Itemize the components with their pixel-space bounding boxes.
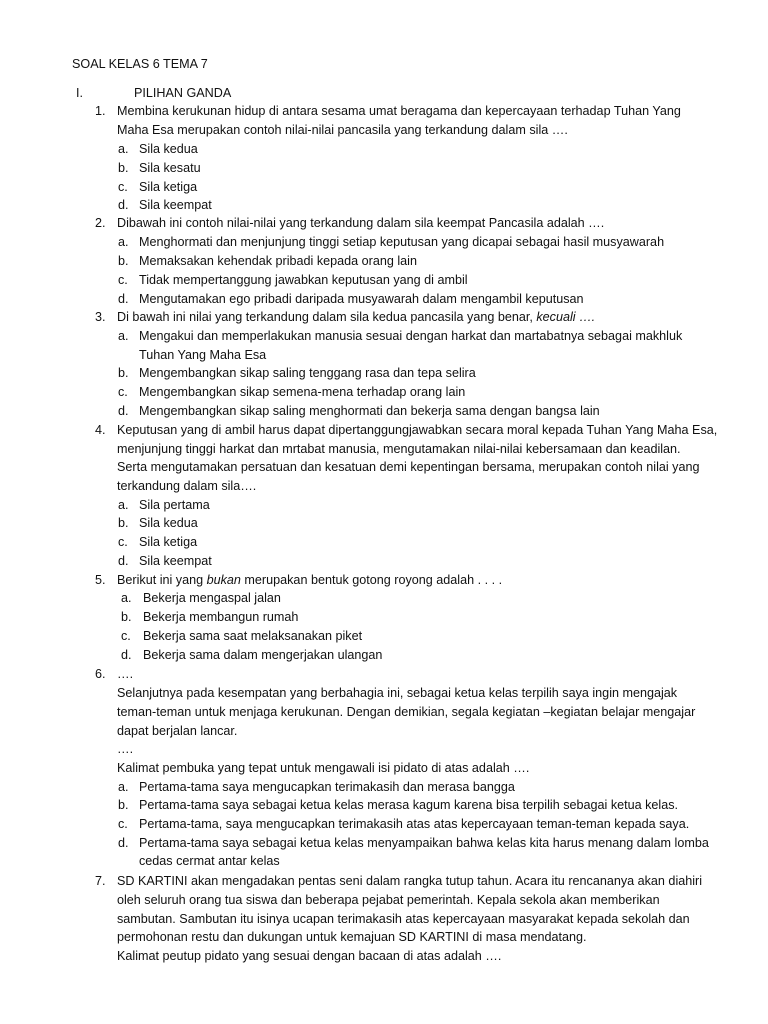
option-letter: b. [121, 610, 132, 624]
option-letter: b. [118, 366, 129, 380]
question-text: sambutan. Sambutan itu isinya ucapan terimakasih atas kepercayaan masyarakat kepada sekolah dan [117, 912, 690, 926]
option-text: Bekerja sama saat melaksanakan piket [143, 629, 363, 643]
option-letter: c. [118, 817, 128, 831]
option-letter: d. [118, 404, 129, 418]
option-letter: c. [118, 385, 128, 399]
question-number: 6. [95, 667, 106, 681]
option-text: Bekerja mengaspal jalan [143, 591, 281, 605]
option-text: Pertama-tama saya sebagai ketua kelas menyampaikan bahwa kelas kita harus menang dalam lomba [139, 836, 709, 850]
option-letter: b. [118, 161, 129, 175]
question-text: oleh seluruh orang tua siswa dan beberapa pejabat pemerintah. Kepala sekola akan memberikan [117, 893, 660, 907]
option-text: Mengutamakan ego pribadi daripada musyawarah dalam mengambil keputusan [139, 292, 584, 306]
option-letter: d. [121, 648, 132, 662]
option-text: Bekerja sama dalam mengerjakan ulangan [143, 648, 383, 662]
option-text: Mengembangkan sikap saling tenggang rasa dan tepa selira [139, 366, 476, 380]
option-letter: a. [118, 142, 129, 156]
option-letter: d. [118, 198, 129, 212]
section-number: I. [76, 86, 83, 100]
question-text: Kalimat pembuka yang tepat untuk mengawali isi pidato di atas adalah …. [117, 761, 530, 775]
option-letter: d. [118, 836, 129, 850]
option-letter: a. [118, 235, 129, 249]
option-text: Sila ketiga [139, 180, 198, 194]
question-text: Membina kerukunan hidup di antara sesama umat beragama dan kepercayaan terhadap Tuhan Yang [117, 104, 681, 118]
option-text: Mengembangkan sikap saling menghormati dan bekerja sama dengan bangsa lain [139, 404, 600, 418]
question-text: SD KARTINI akan mengadakan pentas seni dalam rangka tutup tahun. Acara itu rencananya akan diahiri [117, 874, 703, 888]
question-text [117, 571, 502, 589]
option-text: Sila kedua [139, 516, 198, 530]
question-text: menjunjung tinggi harkat dan mrtabat manusia, mengutamakan nilai-nilai kebersamaan dan keadilan. [117, 442, 681, 456]
question-text: terkandung dalam sila…. [117, 479, 257, 493]
question-text: dapat berjalan lancar. [117, 724, 238, 738]
page-title: SOAL KELAS 6 TEMA 7 [72, 57, 208, 71]
option-text: Sila keempat [139, 554, 212, 568]
question-text-post: merupakan bentuk gotong royong adalah . . . . [240, 573, 503, 587]
question-text: permohonan restu dan dukungan untuk kemajuan SD KARTINI di masa mendatang. [117, 930, 587, 944]
option-text: Sila ketiga [139, 535, 198, 549]
option-letter: c. [118, 273, 128, 287]
option-text: Sila pertama [139, 498, 210, 512]
question-number: 7. [95, 874, 106, 888]
question-text-pre: Berikut ini yang [117, 573, 207, 587]
question-text: Selanjutnya pada kesempatan yang berbahagia ini, sebagai ketua kelas terpilih saya ingin mengajak [117, 686, 678, 700]
question-text [117, 308, 595, 326]
option-letter: b. [118, 254, 129, 268]
option-letter: a. [118, 498, 129, 512]
option-letter: c. [121, 629, 131, 643]
option-text: Mengembangkan sikap semena-mena terhadap orang lain [139, 385, 466, 399]
option-text: Sila kedua [139, 142, 198, 156]
option-text: Pertama-tama saya sebagai ketua kelas merasa kagum karena bisa terpilih sebagai ketua kelas. [139, 798, 679, 812]
option-letter: a. [118, 329, 129, 343]
option-text-continued: Tuhan Yang Maha Esa [139, 348, 267, 362]
section-title: PILIHAN GANDA [134, 86, 232, 100]
question-number: 4. [95, 423, 106, 437]
option-letter: b. [118, 798, 129, 812]
question-number: 2. [95, 216, 106, 230]
question-text: …. [117, 742, 134, 756]
question-text: …. [117, 667, 134, 681]
question-number: 1. [95, 104, 106, 118]
question-text: Serta mengutamakan persatuan dan kesatuan demi kepentingan bersama, merupakan contoh nilai yang [117, 460, 700, 474]
option-text: Menghormati dan menjunjung tinggi setiap keputusan yang dicapai sebagai hasil musyawarah [139, 235, 665, 249]
question-text: Dibawah ini contoh nilai-nilai yang terkandung dalam sila keempat Pancasila adalah …. [117, 216, 605, 230]
option-letter: a. [121, 591, 132, 605]
question-text-italic: bukan [206, 573, 241, 587]
option-text-continued: cedas cermat antar kelas [139, 854, 280, 868]
question-text: Maha Esa merupakan contoh nilai-nilai pancasila yang terkandung dalam sila …. [117, 123, 568, 137]
option-letter: b. [118, 516, 129, 530]
option-text: Tidak mempertanggung jawabkan keputusan yang di ambil [139, 273, 468, 287]
option-letter: a. [118, 780, 129, 794]
question-text: teman-teman untuk menjaga kerukunan. Dengan demikian, segala kegiatan –kegiatan belajar mengajar [117, 705, 696, 719]
question-number: 5. [95, 573, 106, 587]
option-text: Bekerja membangun rumah [143, 610, 299, 624]
question-number: 3. [95, 310, 106, 324]
question-text-italic: kecuali …. [536, 310, 596, 324]
option-text: Memaksakan kehendak pribadi kepada orang lain [139, 254, 417, 268]
question-text-main: Di bawah ini nilai yang terkandung dalam sila kedua pancasila yang benar, [117, 310, 537, 324]
option-text: Mengakui dan memperlakukan manusia sesuai dengan harkat dan martabatnya sebagai makhluk [139, 329, 683, 343]
question-text: Keputusan yang di ambil harus dapat dipertanggungjawabkan secara moral kepada Tuhan Yang Maha Esa, [117, 423, 718, 437]
option-letter: d. [118, 554, 129, 568]
option-letter: d. [118, 292, 129, 306]
option-text: Sila keempat [139, 198, 212, 212]
option-letter: c. [118, 180, 128, 194]
option-letter: c. [118, 535, 128, 549]
option-text: Pertama-tama, saya mengucapkan terimakasih atas atas kepercayaan teman-teman kepada saya. [139, 817, 690, 831]
option-text: Sila kesatu [139, 161, 201, 175]
question-text: Kalimat peutup pidato yang sesuai dengan bacaan di atas adalah …. [117, 949, 502, 963]
option-text: Pertama-tama saya mengucapkan terimakasih dan merasa bangga [139, 780, 515, 794]
